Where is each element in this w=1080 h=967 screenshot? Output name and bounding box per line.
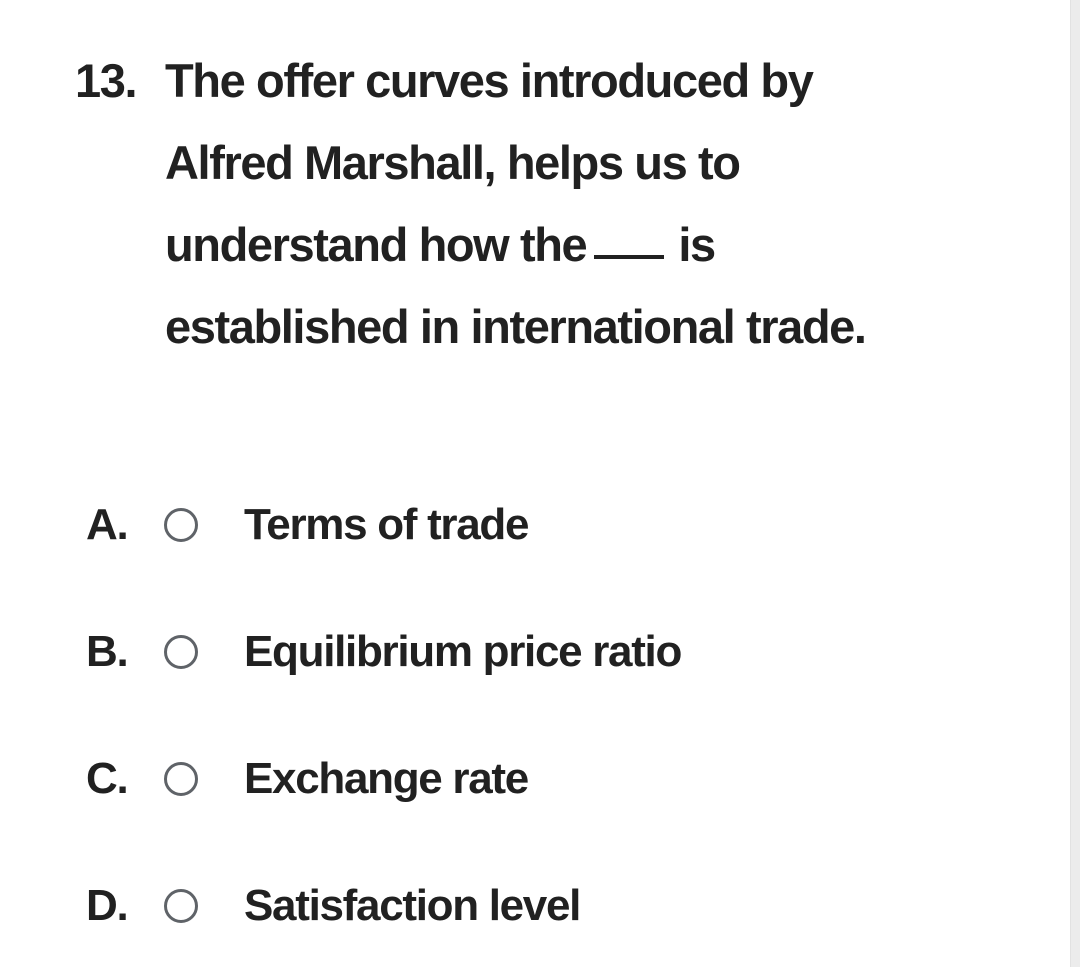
option-a[interactable]: [86, 495, 528, 555]
option-letter: B.: [86, 627, 128, 676]
question-line-3-after: is: [678, 218, 715, 271]
question-number: 13.: [75, 54, 137, 107]
option-label: Exchange rate: [244, 754, 528, 803]
option-label: Terms of trade: [244, 500, 529, 549]
question-line-1: The offer curves introduced by: [165, 54, 813, 107]
question-line-3-before: understand how the: [165, 218, 587, 271]
option-label: Equilibrium price ratio: [244, 627, 682, 676]
radio-button-icon[interactable]: [164, 889, 198, 923]
question-line-2: Alfred Marshall, helps us to: [165, 136, 740, 189]
radio-button-icon[interactable]: [164, 762, 198, 796]
fill-in-blank: [594, 255, 664, 259]
option-label: Satisfaction level: [244, 881, 581, 930]
option-letter: A.: [86, 500, 128, 549]
radio-button-icon[interactable]: [164, 635, 198, 669]
option-letter: C.: [86, 754, 128, 803]
question-line-4: established in international trade.: [165, 300, 866, 353]
option-d[interactable]: [86, 876, 580, 936]
question-line-3: [165, 204, 715, 286]
option-b[interactable]: [86, 622, 681, 682]
option-letter: D.: [86, 881, 128, 930]
option-c[interactable]: [86, 749, 528, 809]
radio-button-icon[interactable]: [164, 508, 198, 542]
